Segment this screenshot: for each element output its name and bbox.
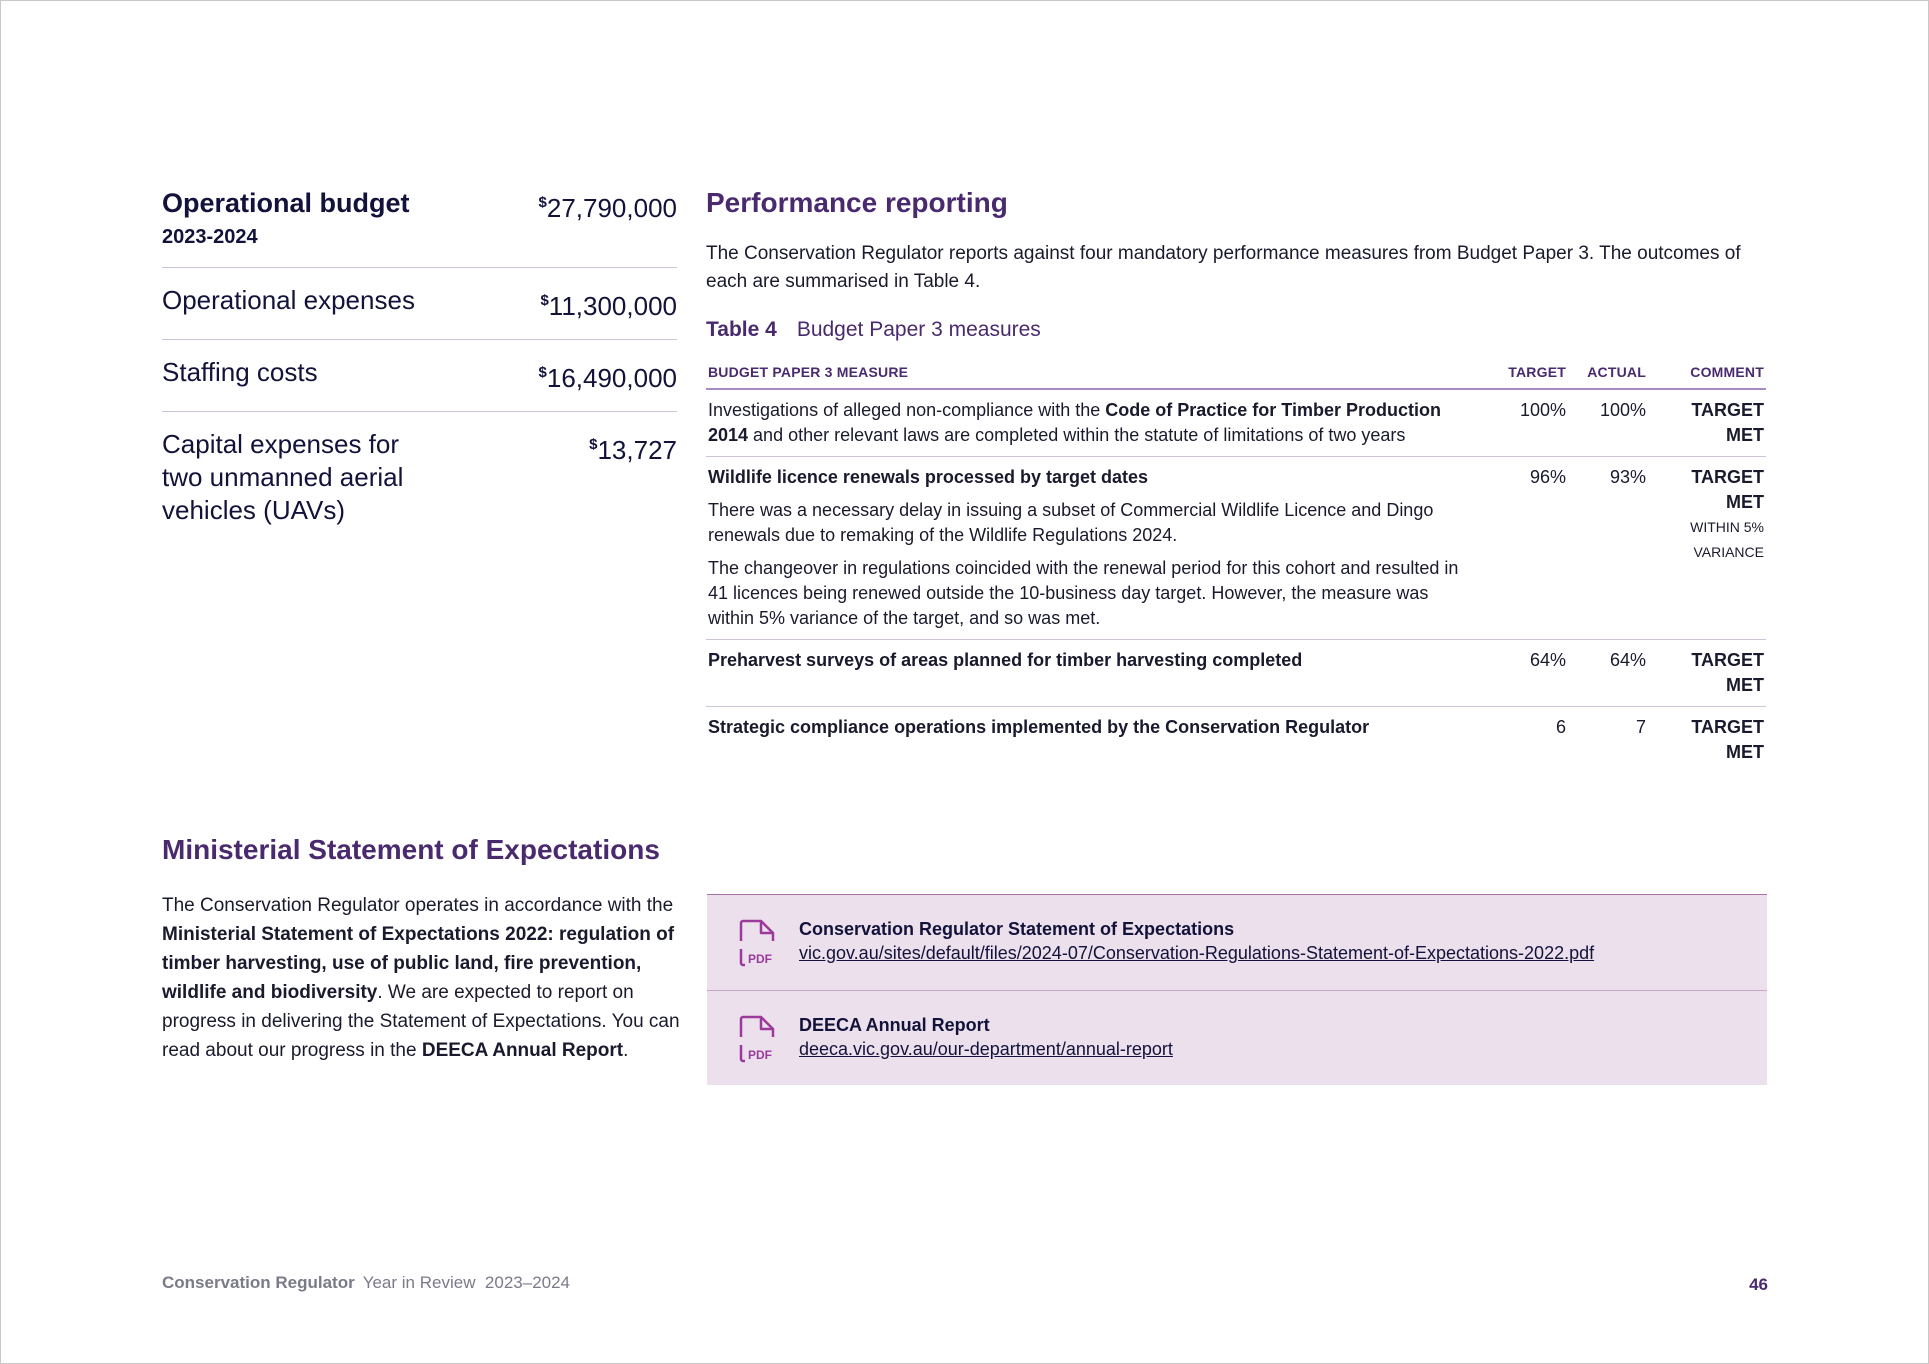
budget-row-amount (589, 428, 677, 467)
table-row (706, 707, 1766, 774)
budget-total-value: 27,790,000 (546, 193, 677, 223)
mse-section (162, 833, 682, 1065)
resource-text (799, 917, 1594, 965)
mse-text: . (623, 1040, 629, 1061)
mse-report-title: DEECA Annual Report (421, 1040, 624, 1061)
target-cell: 64% (1473, 640, 1568, 707)
currency-symbol: $ (538, 194, 547, 211)
actual-cell: 93% (1568, 457, 1648, 640)
mse-heading: Ministerial Statement of Expectations (162, 834, 660, 865)
table-title: Budget Paper 3 measures (796, 318, 1041, 341)
target-cell: 6 (1555, 717, 1566, 737)
budget-row-amount (539, 356, 677, 395)
budget-row-label: Operational expenses (162, 285, 415, 315)
comment-cell: TARGET MET (1691, 717, 1764, 762)
table-row (706, 457, 1766, 640)
actual-cell: 7 (1635, 717, 1646, 737)
page-number: 46 (1749, 1275, 1768, 1294)
resource-item[interactable] (707, 990, 1767, 1085)
budget-panel (162, 186, 677, 527)
budget-row (162, 340, 677, 412)
comment-sub: WITHIN 5% (1690, 519, 1764, 535)
measure-title: Wildlife licence renewals processed by target dates (708, 467, 1149, 487)
currency-symbol: $ (540, 292, 549, 309)
actual-cell: 100% (1568, 389, 1648, 457)
mse-statement-title: Ministerial Statement of Expectations 2022: regulation of timber harvesting, use of public land, fire prevention, wildlife and biodiversity (162, 924, 675, 1003)
budget-total (539, 186, 677, 225)
measure-cell: Strategic compliance operations implemented by the Conservation Regulator (708, 717, 1370, 737)
table-number: Table 4 (706, 318, 777, 341)
resource-text (799, 1013, 1173, 1061)
budget-total-row (162, 186, 677, 268)
budget-row-value: 16,490,000 (546, 363, 677, 393)
resource-item[interactable] (707, 895, 1767, 990)
comment-sub: VARIANCE (1693, 544, 1764, 560)
mse-text: . We are expected to report on progress in delivering the Statement of Expectations. You can read about our progress in the (162, 982, 680, 1061)
measure-cell (706, 389, 1473, 457)
comment-status: TARGET MET (1691, 467, 1764, 512)
measure-note: The changeover in regulations coincided with the renewal period for this cohort and resulted in 41 licences being renewed outside the 10-business day target. However, the measure was within 5% variance of the target, and so was met. (708, 558, 1459, 628)
measure-code: Code of Practice for Timber Production 2014 (708, 400, 1441, 445)
budget-row (162, 268, 677, 340)
col-measure: BUDGET PAPER 3 MEASURE (706, 360, 1473, 389)
pdf-icon-label: PDF (748, 952, 772, 966)
measure-cell (706, 457, 1473, 640)
table-row (706, 389, 1766, 457)
table-header-row (706, 360, 1766, 389)
footer-org: Conservation Regulator (162, 1273, 355, 1292)
comment-cell: TARGET MET (1648, 389, 1766, 457)
pdf-file-icon (737, 919, 777, 967)
resource-link[interactable]: vic.gov.au/sites/default/files/2024-07/Conservation-Regulations-Statement-of-Expectations-2022.pdf (799, 943, 1595, 963)
footer-doc: Year in Review 2023–2024 (362, 1273, 571, 1292)
resources-box (707, 894, 1767, 1085)
target-cell: 100% (1473, 389, 1568, 457)
footer (162, 1273, 570, 1293)
mse-body (162, 891, 682, 1065)
resource-title: DEECA Annual Report (799, 1015, 990, 1035)
resource-title: Conservation Regulator Statement of Expectations (799, 919, 1235, 939)
measures-table (706, 360, 1766, 773)
col-comment: COMMENT (1648, 360, 1766, 389)
performance-heading: Performance reporting (706, 187, 1008, 218)
table-row (706, 640, 1766, 707)
budget-title: Operational budget (162, 188, 410, 218)
budget-row-value: 11,300,000 (548, 291, 677, 321)
comment-cell: TARGET MET (1648, 640, 1766, 707)
budget-row-amount (540, 284, 677, 323)
performance-intro: The Conservation Regulator reports against four mandatory performance measures from Budget Paper 3. The outcomes of each are summarised in Table 4. (706, 243, 1741, 292)
budget-heading (162, 186, 410, 249)
pdf-icon-label: PDF (748, 1048, 772, 1062)
currency-symbol: $ (538, 364, 547, 381)
table-caption (706, 318, 1766, 342)
budget-row-label: Staffing costs (162, 357, 318, 387)
currency-symbol: $ (589, 436, 598, 453)
resource-link[interactable]: deeca.vic.gov.au/our-department/annual-report (799, 1039, 1173, 1059)
comment-cell (1648, 457, 1766, 640)
budget-row-label: Capital expenses for two unmanned aerial vehicles (UAVs) (162, 429, 404, 525)
col-target: TARGET (1473, 360, 1568, 389)
col-actual: ACTUAL (1568, 360, 1648, 389)
measure-note: There was a necessary delay in issuing a subset of Commercial Wildlife Licence and Dingo renewals due to remaking of the Wildlife Regulations 2024. (708, 500, 1434, 545)
pdf-file-icon (737, 1015, 777, 1063)
budget-row (162, 412, 677, 527)
performance-section (706, 186, 1766, 773)
target-cell: 96% (1473, 457, 1568, 640)
budget-row-value: 13,727 (597, 435, 677, 465)
budget-year: 2023-2024 (162, 226, 258, 248)
measure-cell: Preharvest surveys of areas planned for timber harvesting completed (706, 640, 1473, 707)
actual-cell: 64% (1568, 640, 1648, 707)
measure-text: and other relevant laws are completed within the statute of limitations of two years (748, 425, 1406, 445)
mse-text: The Conservation Regulator operates in accordance with the (162, 895, 674, 916)
measure-text: Investigations of alleged non-compliance with the (708, 400, 1106, 420)
